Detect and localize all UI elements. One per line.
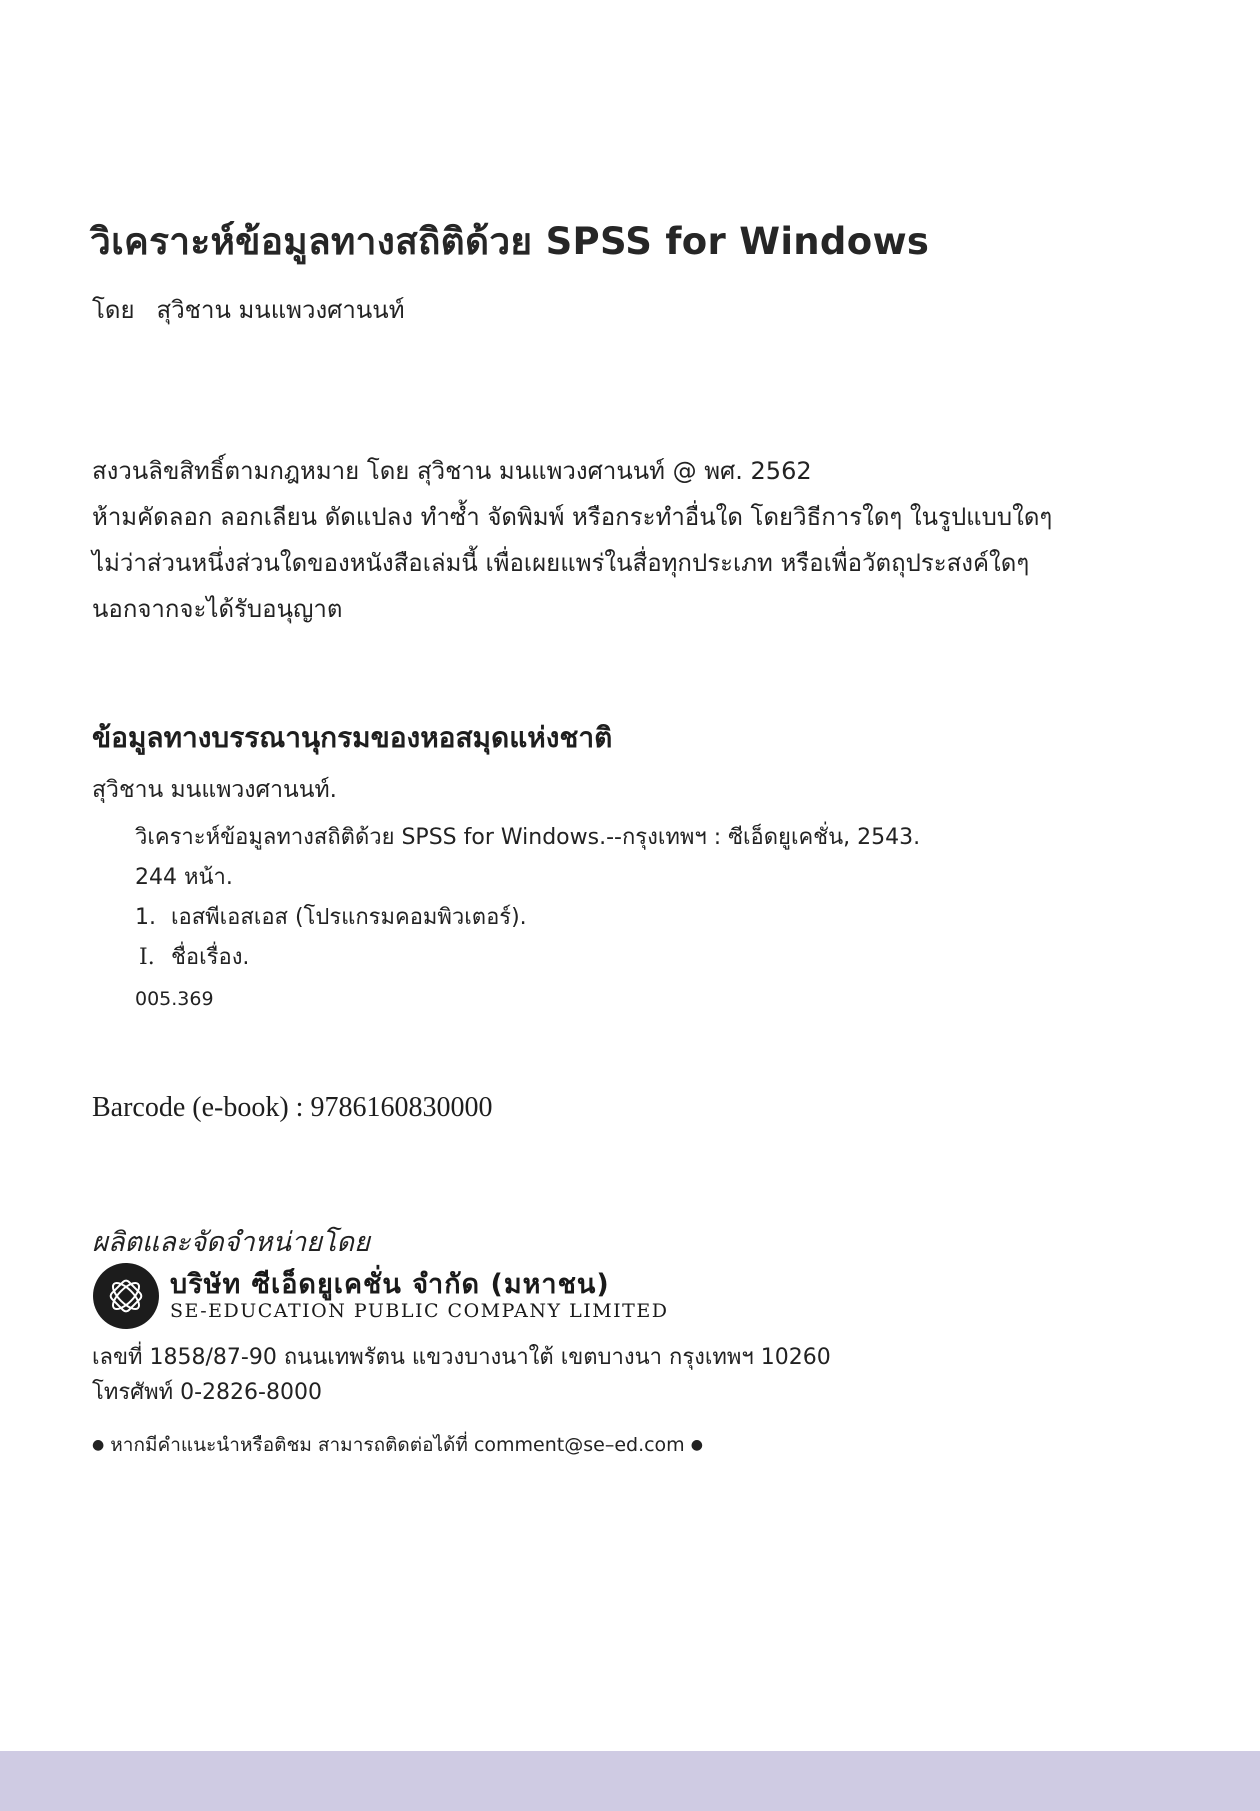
book-author <box>92 290 405 329</box>
distributor-label: ผลิตและจัดจำหน่ายโดย <box>92 1227 370 1258</box>
catalog-class-number: 005.369 <box>135 988 214 1010</box>
copyright-line: นอกจากจะได้รับอนุญาต <box>92 595 343 623</box>
author-label: โดย <box>92 296 135 324</box>
company-address: เลขที่ 1858/87-90 ถนนเทพรัตน แขวงบางนาใต้ เขตบางนา กรุงเทพฯ 10260 <box>92 1345 831 1370</box>
bullet-icon: ● <box>690 1437 703 1453</box>
copyright-notice <box>92 448 1222 632</box>
catalog-record <box>135 818 920 978</box>
footer-band <box>0 1751 1260 1811</box>
bullet-icon: ● <box>92 1437 105 1453</box>
catalog-subject-number: 1. <box>135 905 156 930</box>
company-name-thai: บริษัท ซีเอ็ดยูเคชั่น จำกัด (มหาชน) <box>170 1269 610 1300</box>
catalog-subject-line <box>135 898 920 938</box>
catalog-author-entry: สุวิชาน มนแพวงศานนท์. <box>92 777 337 803</box>
catalog-heading: ข้อมูลทางบรรณานุกรมของหอสมุดแห่งชาติ <box>92 721 613 754</box>
catalog-title-heading-line <box>135 938 920 978</box>
catalog-title-entry: วิเคราะห์ข้อมูลทางสถิติด้วย SPSS for Windows.--กรุงเทพฯ : ซีเอ็ดยูเคชั่น, 2543. <box>135 825 921 850</box>
barcode-text: Barcode (e-book) : 9786160830000 <box>92 1092 493 1123</box>
contact-note <box>92 1430 703 1460</box>
company-name-english: SE-EDUCATION PUBLIC COMPANY LIMITED <box>170 1300 669 1322</box>
copyright-line: ไม่ว่าส่วนหนึ่งส่วนใดของหนังสือเล่มนี้ เพื่อเผยแพร่ในสื่อทุกประเภท หรือเพื่อวัตถุประสงค์ใดๆ <box>92 549 1030 577</box>
contact-text: หากมีคำแนะนำหรือติชม สามารถติดต่อได้ที่ comment@se–ed.com <box>110 1434 685 1456</box>
se-ed-atom-logo-icon <box>93 1263 159 1329</box>
catalog-title-heading: ชื่อเรื่อง. <box>171 945 250 970</box>
catalog-title-number: I. <box>139 945 155 970</box>
copyright-line: สงวนลิขสิทธิ์ตามกฎหมาย โดย สุวิชาน มนแพวงศานนท์ @ พศ. 2562 <box>92 457 812 485</box>
company-address-block <box>92 1340 831 1410</box>
company-phone: โทรศัพท์ 0-2826-8000 <box>92 1380 322 1405</box>
author-name: สุวิชาน มนแพวงศานนท์ <box>156 296 405 324</box>
copyright-line: ห้ามคัดลอก ลอกเลียน ดัดแปลง ทำซ้ำ จัดพิมพ์ หรือกระทำอื่นใด โดยวิธีการใดๆ ในรูปแบบใดๆ <box>92 503 1053 531</box>
catalog-subject: เอสพีเอสเอส (โปรแกรมคอมพิวเตอร์). <box>171 905 527 930</box>
catalog-pages: 244 หน้า. <box>135 865 233 890</box>
book-title: วิเคราะห์ข้อมูลทางสถิติด้วย SPSS for Windows <box>90 220 930 263</box>
